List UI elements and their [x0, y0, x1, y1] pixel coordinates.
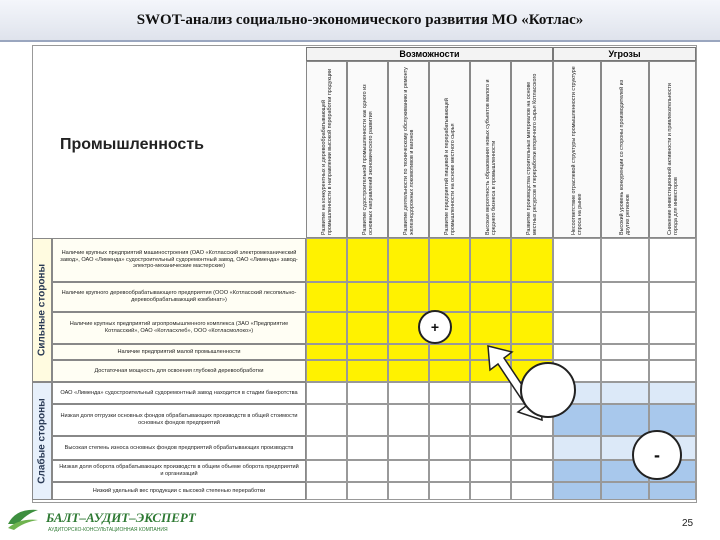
matrix-cell	[511, 282, 553, 312]
matrix-cell	[601, 282, 649, 312]
matrix-cell	[429, 344, 470, 360]
section-heading: Промышленность	[60, 136, 204, 153]
opportunity-column-5: Высокая вероятность образования новых субъектов малого и среднего бизнеса в промышленности	[470, 61, 511, 238]
opportunity-column-6: Развитие производства строительных материалов на основе местных ресурсов и переработки вторичного сырья Котласского	[511, 61, 553, 238]
weak-row-3: Высокая степень износа основных фондов предприятий обрабатывающих производств	[52, 436, 306, 460]
strong-row-5: Достаточная мощность для освоения глубокой деревообработки	[52, 360, 306, 382]
matrix-cell	[388, 238, 429, 282]
matrix-cell	[601, 360, 649, 382]
opportunity-column-1: Развитие на конкурентных и деревообрабатывающей промышленности в направлении высокой переработки продукции	[306, 61, 347, 238]
threat-column-2: Высокий уровень конкуренции со стороны производителей из других регионов	[601, 61, 649, 238]
company-tagline: АУДИТОРСКО-КОНСУЛЬТАЦИОННАЯ КОМПАНИЯ	[48, 527, 168, 533]
strong-row-4: Наличие предприятий малой промышленности	[52, 344, 306, 360]
matrix-cell	[429, 360, 470, 382]
center-circle	[520, 362, 576, 418]
matrix-cell	[470, 482, 511, 500]
matrix-cell	[553, 436, 601, 460]
matrix-cell	[470, 282, 511, 312]
matrix-cell	[306, 482, 347, 500]
matrix-cell	[511, 460, 553, 482]
minus-circle: -	[632, 430, 682, 480]
company-name: БАЛТ–АУДИТ–ЭКСПЕРТ	[46, 510, 196, 525]
matrix-cell	[306, 312, 347, 344]
matrix-cell	[306, 404, 347, 436]
matrix-cell	[306, 344, 347, 360]
matrix-cell	[429, 460, 470, 482]
matrix-cell	[429, 404, 470, 436]
matrix-cell	[347, 382, 388, 404]
page-number: 25	[682, 518, 694, 529]
matrix-cell	[429, 238, 470, 282]
matrix-cell	[553, 282, 601, 312]
weak-row-2: Низкая доля отгрузки основных фондов обрабатывающих производств в общей стоимости основных фондов предприятий	[52, 404, 306, 436]
matrix-cell	[306, 360, 347, 382]
matrix-cell	[388, 382, 429, 404]
weak-row-1: ОАО «Лименда» судостроительный судоремонтный завод находится в стадии банкротства	[52, 382, 306, 404]
matrix-cell	[601, 344, 649, 360]
matrix-cell	[347, 344, 388, 360]
weak-row-4: Низкая доля оборота обрабатывающих производств в общем объеме оборота предприятий и организаций	[52, 460, 306, 482]
plus-circle: +	[418, 310, 452, 344]
opportunity-column-3: Развитие деятельности по техническому обслуживанию и ремонту железнодорожных локомотивов и вагонов	[388, 61, 429, 238]
matrix-cell	[553, 460, 601, 482]
threats-header: Угрозы	[553, 47, 696, 61]
matrix-cell	[553, 238, 601, 282]
matrix-cell	[306, 382, 347, 404]
matrix-cell	[553, 482, 601, 500]
matrix-cell	[347, 312, 388, 344]
matrix-cell	[347, 404, 388, 436]
strong-row-2: Наличие крупного деревообрабатывающего предприятия (ООО «Котласский лесопильно-деревообрабатывающий комбинат»)	[52, 282, 306, 312]
matrix-cell	[601, 482, 649, 500]
matrix-cell	[347, 238, 388, 282]
matrix-cell	[601, 382, 649, 404]
matrix-cell	[649, 344, 696, 360]
leaf-logo-icon	[6, 506, 40, 530]
matrix-cell	[347, 482, 388, 500]
matrix-cell	[347, 436, 388, 460]
matrix-cell	[601, 238, 649, 282]
matrix-cell	[306, 460, 347, 482]
strong-row-3: Наличие крупных предприятий агропромышленного комплекса (ЗАО «Предприятие Котласский», ОАО «Котласхлеб», ООО «Котласмолоко»)	[52, 312, 306, 344]
matrix-cell	[388, 344, 429, 360]
matrix-cell	[388, 282, 429, 312]
matrix-cell	[649, 382, 696, 404]
matrix-cell	[470, 460, 511, 482]
matrix-cell	[649, 282, 696, 312]
strong-row-1: Наличие крупных предприятий машиностроения (ОАО «Котласский электромеханический завод», ОАО «Лименда» судостроительный судоремонтный завод, ОАО «Лименда» завод-электро-механические мастерские)	[52, 238, 306, 282]
matrix-cell	[388, 436, 429, 460]
matrix-cell	[388, 404, 429, 436]
matrix-cell	[429, 436, 470, 460]
matrix-cell	[388, 482, 429, 500]
threat-column-1: Несоответствие отраслевой структуры промышленности структуре спроса на рынке	[553, 61, 601, 238]
matrix-cell	[511, 482, 553, 500]
threat-column-3: Снижение инвестиционной активности и привлекательности города для инвесторов	[649, 61, 696, 238]
slide-title: SWOT-анализ социально-экономического развития МО «Котлас»	[0, 0, 720, 42]
matrix-cell	[601, 404, 649, 436]
matrix-cell	[429, 482, 470, 500]
matrix-cell	[429, 382, 470, 404]
matrix-cell	[306, 282, 347, 312]
matrix-cell	[553, 344, 601, 360]
matrix-cell	[470, 238, 511, 282]
matrix-cell	[347, 360, 388, 382]
matrix-cell	[306, 238, 347, 282]
opportunity-column-4: Развитие предприятий пищевой и перерабатывающей промышленности на основе местного сырья	[429, 61, 470, 238]
matrix-cell	[649, 360, 696, 382]
matrix-cell	[388, 460, 429, 482]
matrix-cell	[511, 238, 553, 282]
matrix-cell	[429, 282, 470, 312]
matrix-cell	[601, 312, 649, 344]
matrix-cell	[649, 238, 696, 282]
opportunities-header: Возможности	[306, 47, 553, 61]
matrix-cell	[388, 360, 429, 382]
matrix-cell	[649, 312, 696, 344]
weak-side-label: Слабые стороны	[32, 382, 52, 500]
matrix-cell	[347, 460, 388, 482]
matrix-cell	[553, 312, 601, 344]
weak-row-5: Низкий удельный вес продукции с высокой степенью переработки	[52, 482, 306, 500]
matrix-cell	[306, 436, 347, 460]
matrix-cell	[649, 482, 696, 500]
strong-side-label: Сильные стороны	[32, 238, 52, 382]
opportunity-column-2: Развитие судостроительной промышленности как одного из основных направлений экономического развития	[347, 61, 388, 238]
matrix-cell	[347, 282, 388, 312]
